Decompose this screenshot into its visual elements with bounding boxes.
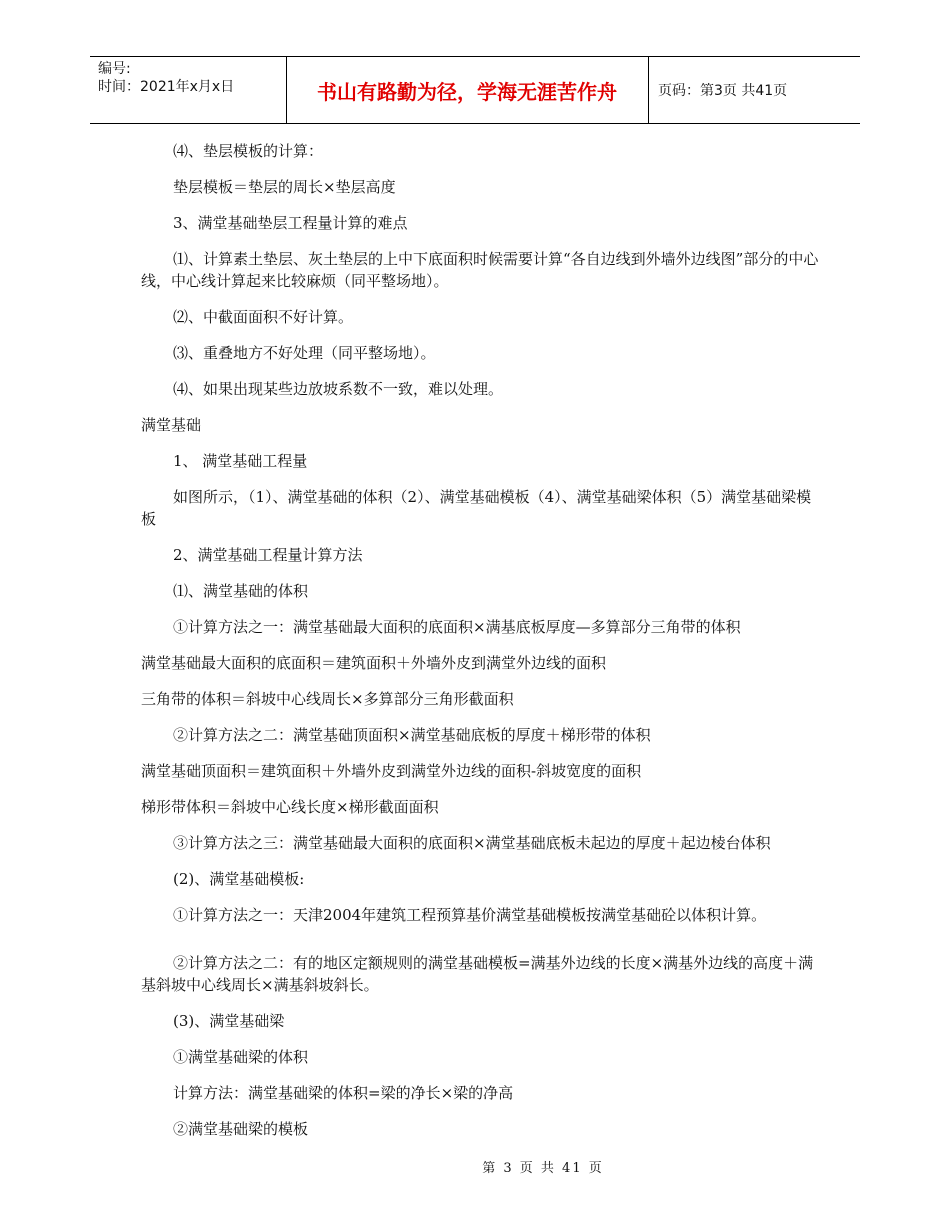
header-page-label: 页码：第3页 共41页 — [658, 83, 788, 99]
paragraph: 3、满堂基础垫层工程量计算的难点 — [173, 214, 408, 232]
paragraph: 梯形带体积＝斜坡中心线长度×梯形截面面积 — [141, 798, 439, 816]
time-label: 时间：2021年x月x日 — [98, 79, 235, 95]
paragraph: ①计算方法之一：满堂基础最大面积的底面积×满基底板厚度—多算部分三角带的体积 — [173, 618, 741, 636]
serial-label: 编号: — [98, 61, 131, 77]
paragraph: 三角带的体积＝斜坡中心线周长×多算部分三角形截面积 — [141, 690, 514, 708]
header-motto: 书山有路勤为径，学海无涯苦作舟 — [317, 79, 617, 104]
paragraph: 如图所示，（1）、满堂基础的体积（2）、满堂基础模板（4）、满堂基础梁体积（5）满堂基础梁模板 — [141, 488, 812, 528]
paragraph: 满堂基础顶面积＝建筑面积＋外墙外皮到满堂外边线的面积-斜坡宽度的面积 — [141, 762, 642, 780]
paragraph: ①满堂基础梁的体积 — [173, 1048, 309, 1066]
paragraph: 满堂基础最大面积的底面积＝建筑面积＋外墙外皮到满堂外边线的面积 — [141, 654, 607, 672]
header-divider — [648, 57, 649, 123]
paragraph: 1、 满堂基础工程量 — [173, 452, 308, 470]
paragraph: ⑶、重叠地方不好处理（同平整场地）。 — [173, 344, 436, 362]
paragraph: ②计算方法之二：满堂基础顶面积×满堂基础底板的厚度＋梯形带的体积 — [173, 726, 651, 744]
paragraph: ⑷、如果出现某些边放坡系数不一致，难以处理。 — [173, 380, 504, 398]
page-footer — [0, 1157, 950, 1176]
paragraph: ⑵、中截面面积不好计算。 — [173, 308, 354, 326]
paragraph: ⑷、垫层模板的计算： — [173, 142, 324, 160]
page-header — [90, 56, 860, 124]
paragraph: 垫层模板＝垫层的周长×垫层高度 — [173, 178, 396, 196]
paragraph: 2、满堂基础工程量计算方法 — [173, 546, 363, 564]
paragraph: 计算方法：满堂基础梁的体积=梁的净长×梁的净高 — [173, 1084, 514, 1102]
paragraph: ②满堂基础梁的模板 — [173, 1120, 309, 1138]
footer-page-number: 第 3 页 共 41 页 — [482, 1161, 604, 1176]
document-body — [141, 140, 821, 1154]
paragraph: (2)、满堂基础模板: — [173, 870, 305, 888]
header-meta — [98, 60, 284, 96]
paragraph: ⑴、满堂基础的体积 — [173, 582, 309, 600]
paragraph: 满堂基础 — [141, 416, 202, 434]
paragraph: ①计算方法之一：天津2004年建筑工程预算基价满堂基础模板按满堂基础砼以体积计算。 — [173, 906, 767, 924]
paragraph: ②计算方法之二：有的地区定额规则的满堂基础模板=满基外边线的长度×满基外边线的高度＋满基斜坡中心线周长×满基斜坡斜长。 — [141, 954, 814, 994]
paragraph: (3)、满堂基础梁 — [173, 1012, 285, 1030]
paragraph: ③计算方法之三：满堂基础最大面积的底面积×满堂基础底板未起边的厚度＋起边棱台体积 — [173, 834, 771, 852]
paragraph: ⑴、计算素土垫层、灰土垫层的上中下底面积时候需要计算“各自边线到外墙外边线图”部分的中心线，中心线计算起来比较麻烦（同平整场地）。 — [141, 250, 819, 290]
